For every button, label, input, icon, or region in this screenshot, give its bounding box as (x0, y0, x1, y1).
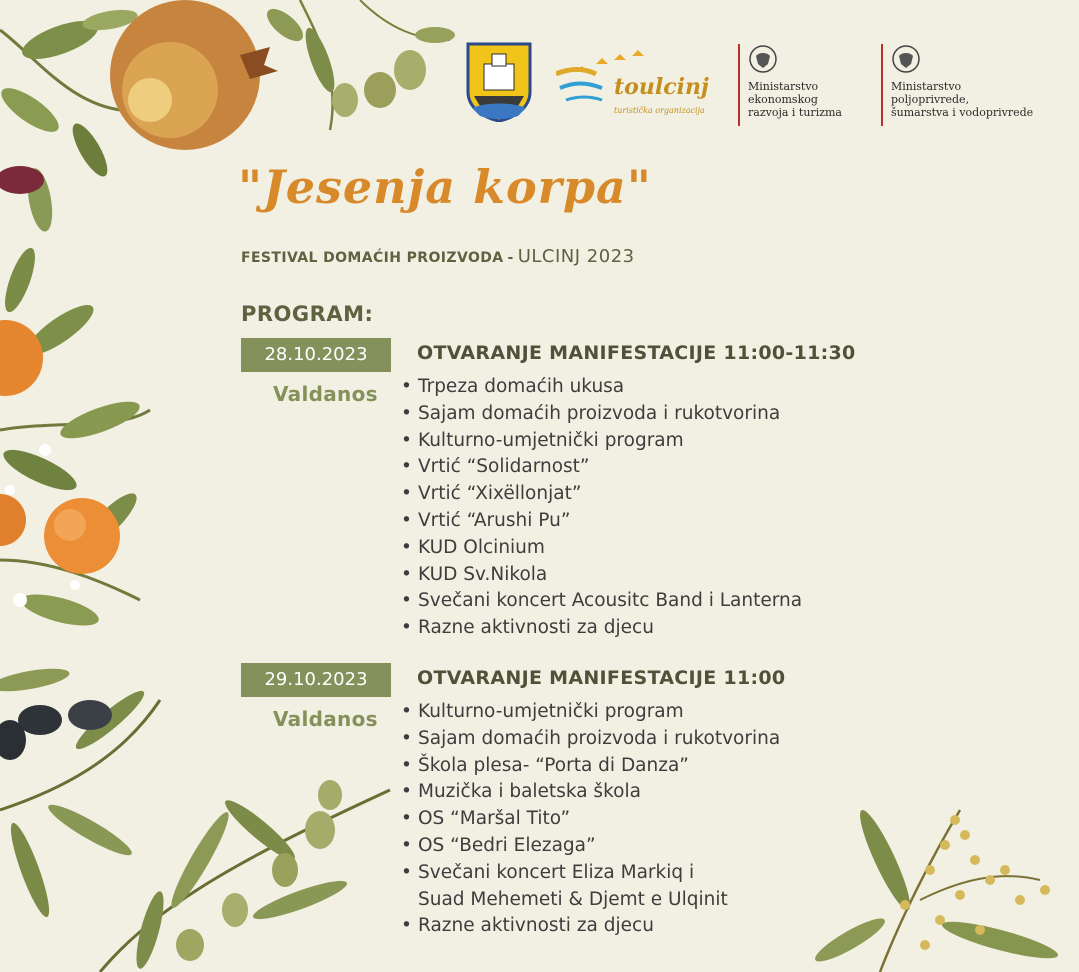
list-item: • Vrtić “Arushi Pu” (401, 508, 802, 535)
opening-time: OTVARANJE MANIFESTACIJE 11:00-11:30 (417, 342, 856, 364)
tourism-wordmark: toulcinj (614, 74, 709, 100)
list-item: • OS “Maršal Tito” (401, 806, 780, 833)
coat-of-arms-icon (466, 42, 532, 122)
program-list (401, 374, 802, 642)
ministry2-line1: Ministarstvo (891, 80, 962, 93)
state-seal-icon (891, 44, 921, 74)
date-badge: 29.10.2023 (241, 663, 391, 697)
festival-title: "Jesenja korpa" (238, 160, 652, 214)
venue-label: Valdanos (273, 382, 378, 406)
list-item: • Razne aktivnosti za djecu (401, 615, 802, 642)
flowering-sprig-illustration (811, 806, 1061, 972)
program-heading: PROGRAM: (241, 302, 374, 326)
list-item: • Vrtić “Solidarnost” (401, 454, 802, 481)
ministry2-line2: poljoprivrede, (891, 93, 970, 106)
list-item: • Kulturno-umjetnički program (401, 428, 802, 455)
subtitle-text: FESTIVAL DOMAĆIH PROIZVODA (241, 250, 504, 266)
list-item: • Kulturno-umjetnički program (401, 699, 780, 726)
tourism-tagline: turistička organizacija (614, 106, 705, 115)
list-item: • KUD Olcinium (401, 535, 802, 562)
date-badge: 28.10.2023 (241, 338, 391, 372)
list-item: • Svečani koncert Eliza Markiq i (401, 860, 780, 887)
list-item: • Svečani koncert Acousitc Band i Lanterna (401, 588, 802, 615)
ministry1-line2: ekonomskog (748, 93, 818, 106)
state-seal-icon (748, 44, 778, 74)
list-item: • Sajam domaćih proizvoda i rukotvorina (401, 401, 802, 428)
ministry-economic-logo (738, 44, 898, 126)
ministry1-line1: Ministarstvo (748, 80, 819, 93)
orange-branch-illustration (0, 245, 150, 632)
subtitle-dash: - (507, 250, 514, 266)
tourism-organization-logo (556, 44, 716, 130)
list-item: Suad Mehemeti & Djemt e Ulqinit (418, 888, 728, 910)
list-item: • Vrtić “Xixëllonjat” (401, 481, 802, 508)
list-item: • OS “Bedri Elezaga” (401, 833, 780, 860)
list-item: • Trpeza domaćih ukusa (401, 374, 802, 401)
list-item: • Razne aktivnosti za djecu (401, 913, 780, 940)
venue-label: Valdanos (273, 707, 378, 731)
opening-time: OTVARANJE MANIFESTACIJE 11:00 (417, 667, 786, 689)
ministry1-line3: razvoja i turizma (748, 106, 842, 119)
program-list (401, 699, 780, 940)
list-item: • KUD Sv.Nikola (401, 562, 802, 589)
list-item: • Muzička i baletska škola (401, 779, 780, 806)
list-item: • Sajam domaćih proizvoda i rukotvorina (401, 726, 780, 753)
list-item: • Škola plesa- “Porta di Danza” (401, 753, 780, 780)
pomegranate-illustration (0, 0, 278, 233)
ministry2-line3: šumarstva i vodoprivrede (891, 106, 1034, 119)
subtitle-year: ULCINJ 2023 (517, 246, 635, 267)
olive-sprig-top (262, 0, 455, 130)
festival-subtitle (241, 246, 635, 267)
ministry-agriculture-logo (881, 44, 1066, 126)
